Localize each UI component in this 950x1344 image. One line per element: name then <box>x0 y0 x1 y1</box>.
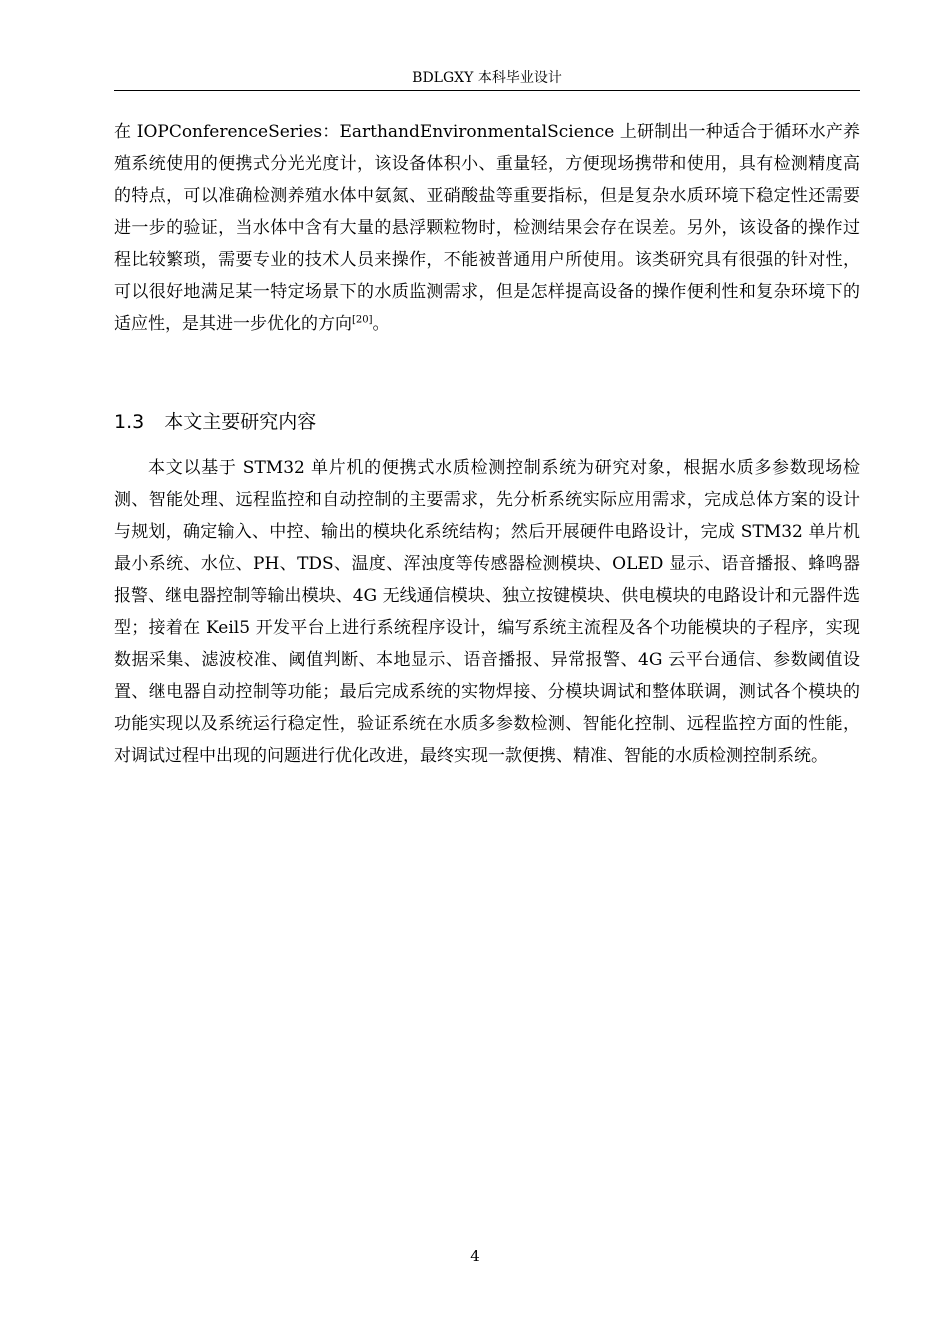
paragraph-1-end: 。 <box>372 314 390 334</box>
section-heading <box>114 406 316 438</box>
page-number-text: 4 <box>470 1247 480 1265</box>
body-paragraph-1 <box>114 116 860 340</box>
section-title: 本文主要研究内容 <box>164 411 317 433</box>
paragraph-2-text: 本文以基于 STM32 单片机的便携式水质检测控制系统为研究对象，根据水质多参数现场检测、智能处理、远程监控和自动控制的主要需求，先分析系统实际应用需求，完成总体方案的设计与规划，确定输入、中控、输出的模块化系统结构；然后开展硬件电路设计，完成 STM32 单片机最小系统、水位、PH、TDS、温度、浑浊度等传感器检测模块、OLED 显示、语音播报、蜂鸣器报警、继电器控制等输出模块、4G 无线通信模块、独立按键模块、供电模块的电路设计和元器件选型；接着在 Keil5 开发平台上进行系统程序设计，编写系统主流程及各个功能模块的子程序，实现数据采集、滤波校准、阈值判断、本地显示、语音播报、异常报警、4G 云平台通信、参数阈值设置、继电器自动控制等功能；最后完成系统的实物焊接、分模块调试和整体联调，测试各个模块的功能实现以及系统运行稳定性，验证系统在水质多参数检测、智能化控制、远程监控方面的性能，对调试过程中出现的问题进行优化改进，最终实现一款便携、精准、智能的水质检测控制系统。 <box>114 458 860 766</box>
paragraph-1-text: 在 IOPConferenceSeries：EarthandEnvironmentalScience 上研制出一种适合于循环水产养殖系统使用的便携式分光光度计，该设备体积小、重量轻，方便现场携带和使用，具有检测精度高的特点，可以准确检测养殖水体中氨氮、亚硝酸盐等重要指标，但是复杂水质环境下稳定性还需要进一步的验证，当水体中含有大量的悬浮颗粒物时，检测结果会存在误差。另外，该设备的操作过程比较繁琐，需要专业的技术人员来操作，不能被普通用户所使用。该类研究具有很强的针对性，可以很好地满足某一特定场景下的水质监测需求，但是怎样提高设备的操作便利性和复杂环境下的适应性，是其进一步优化的方向 <box>114 122 860 334</box>
header-title: BDLGXY 本科毕业设计 <box>412 70 562 86</box>
body-paragraph-2 <box>114 452 860 772</box>
citation-ref[interactable]: [20] <box>352 314 373 326</box>
page-number <box>0 1244 950 1268</box>
page-header <box>114 66 860 91</box>
section-number: 1.3 <box>114 411 145 433</box>
